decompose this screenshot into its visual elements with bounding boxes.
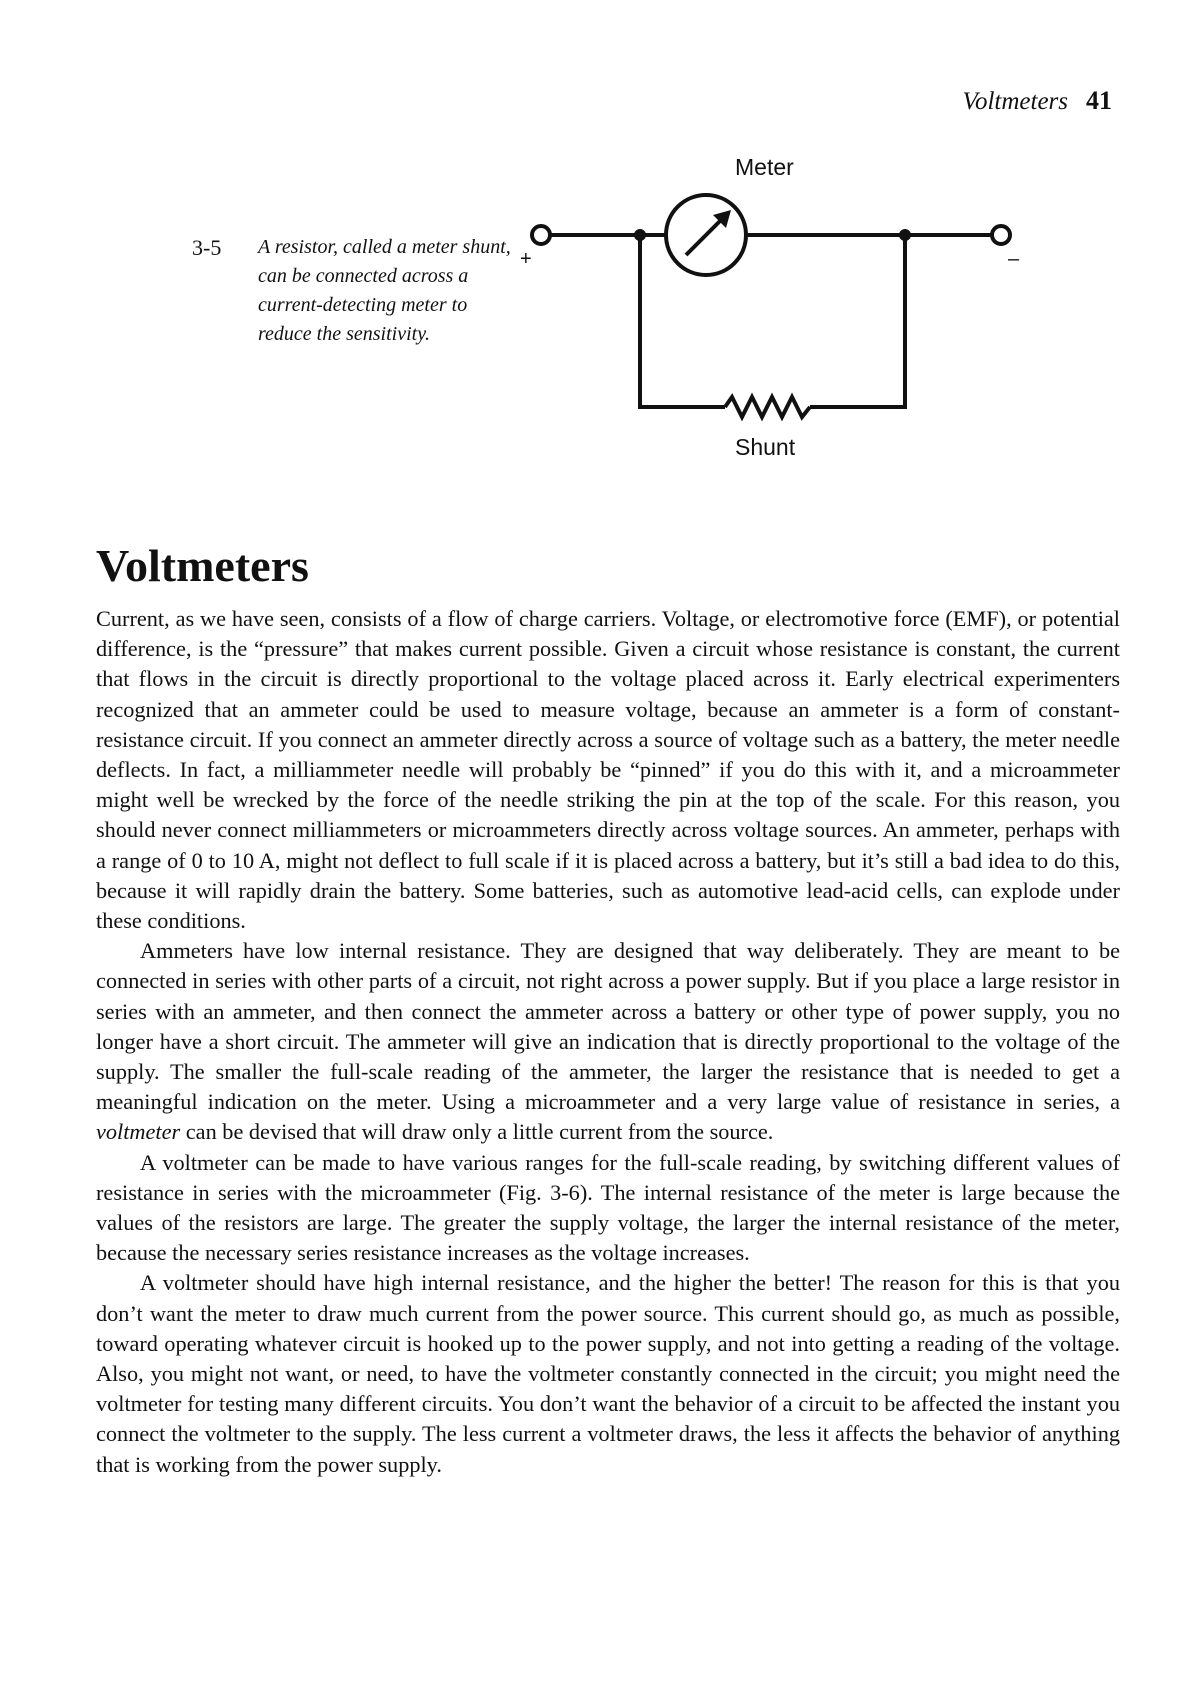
paragraph-3: A voltmeter can be made to have various ranges for the full-scale reading, by switching different values of resistance in series with the microammeter (Fig. 3-6). The internal resistance of the meter is large because the values of the resistors are large. The greater the supply voltage, the larger the internal resistance of the meter, because the necessary series resistance increases as the voltage increases. [96, 1149, 1120, 1266]
terminal-positive [532, 226, 550, 244]
meter-shunt-diagram [520, 150, 1020, 470]
paragraph-1: Current, as we have seen, consists of a flow of charge carriers. Voltage, or electromotive force (EMF), or potential difference, is the “pressure” that makes current possible. Given a circuit whose resistance is constant, the current that flows in the circuit is directly proportional to the voltage placed across it. Early electrical experimenters recognized that an ammeter could be used to measure voltage, because an ammeter is a form of constant-resistance circuit. If you connect an ammeter directly across a source of voltage such as a battery, the meter needle deflects. In fact, a milliammeter needle will probably be “pinned” if you do this with it, and a microammeter might well be wrecked by the force of the needle striking the pin at the top of the scale. For this reason, you should never connect milliammeters or microammeters directly across voltage sources. An ammeter, perhaps with a range of 0 to 10 A, might not deflect to full scale if it is placed across a battery, but it’s still a bad idea to do this, because it will rapidly drain the battery. Some batteries, such as automotive lead-acid cells, can explode under these conditions. [96, 606, 1120, 934]
junction-left [634, 229, 646, 241]
label-meter: Meter [735, 154, 794, 180]
paragraph-2-pre: Ammeters have low internal resistance. They are designed that way deliberately. They are meant to be connected in series with other parts of a circuit, not right across a power supply. But if you place a large resistor in series with an ammeter, and then connect the ammeter across a battery or other type of power supply, you no longer have a short circuit. The ammeter will give an indication that is directly proportional to the voltage of the supply. The smaller the full-scale reading of the ammeter, the larger the resistance that is needed to get a meaningful indication on the meter. Using a microammeter and a very large value of resistance in series, a [96, 938, 1120, 1115]
paragraph-2 [96, 936, 1120, 1147]
running-head-title: Voltmeters [962, 88, 1068, 115]
label-shunt: Shunt [735, 434, 796, 460]
figure-caption-text [258, 233, 512, 349]
caption-pre: A resistor, called a [258, 236, 412, 258]
body-text [96, 604, 1120, 1480]
shunt-resistor [725, 397, 810, 417]
wire-left-shunt [640, 235, 725, 407]
label-minus: – [1008, 248, 1020, 270]
page-number: 41 [1086, 86, 1112, 115]
wire-right-shunt [810, 235, 905, 407]
figure-caption [192, 233, 512, 349]
paragraph-4: A voltmeter should have high internal resistance, and the higher the better! The reason for this is that you don’t want the meter to draw much current from the power source. This current should go, as much as possible, toward operating whatever circuit is hooked up to the power supply, and not into getting a reading of the voltage. Also, you might not want, or need, to have the voltmeter constantly connected in the circuit; you might need the voltmeter for testing many different circuits. You don’t want the behavior of a circuit to be affected the instant you connect the voltmeter to the supply. The less current a voltmeter draws, the less it affects the behavior of anything that is working from the power supply. [96, 1270, 1120, 1477]
caption-post: can be connected across a current-detecting meter to reduce the sensitivity. [258, 265, 469, 345]
paragraph-2-term: voltmeter [96, 1119, 181, 1145]
figure-number: 3-5 [192, 235, 222, 260]
junction-right [899, 229, 911, 241]
caption-term: meter shunt, [411, 236, 511, 258]
paragraph-2-post: can be devised that will draw only a little current from the source. [180, 1119, 774, 1145]
running-head [962, 86, 1112, 117]
circuit-svg [520, 150, 1020, 470]
meter-needle [686, 217, 724, 255]
label-plus: + [520, 248, 532, 270]
terminal-negative [992, 226, 1010, 244]
section-title: Voltmeters [96, 540, 309, 591]
